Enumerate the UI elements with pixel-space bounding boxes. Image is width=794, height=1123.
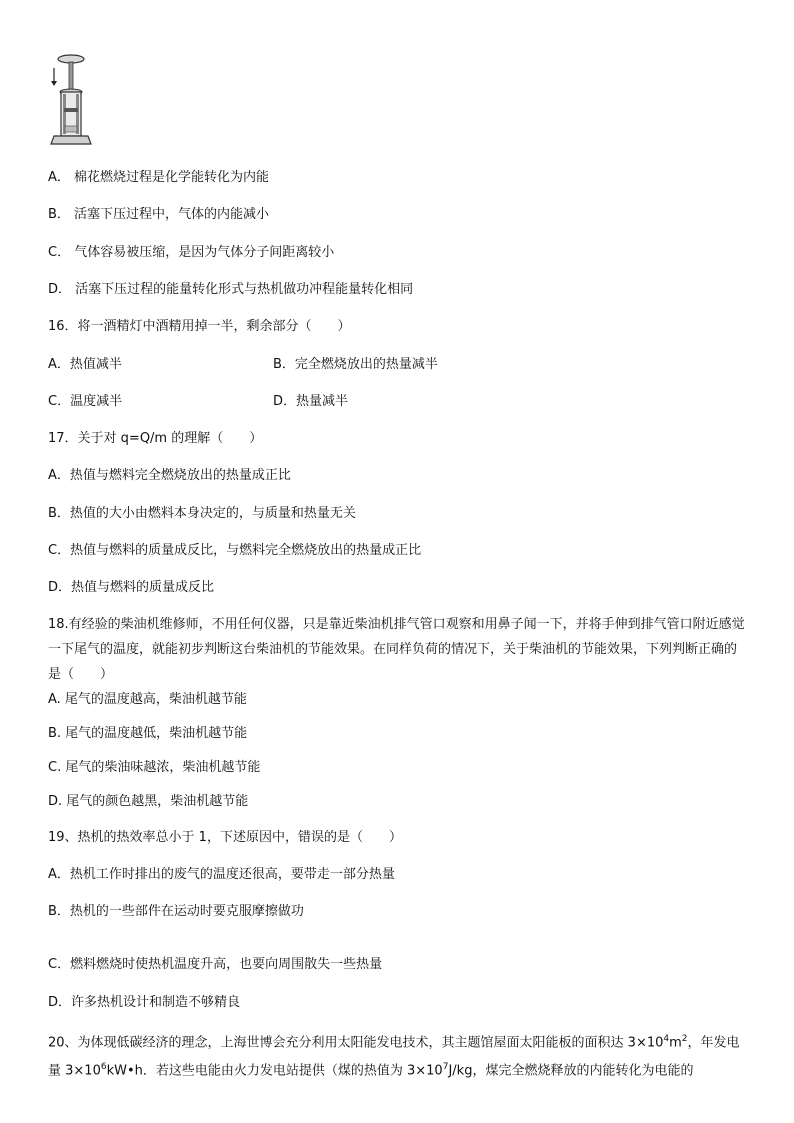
q18-option-a: A. 尾气的温度越高，柴油机越节能 [48,692,247,707]
q17-option-a: A．热值与燃料完全燃烧放出的热量成正比 [48,468,291,483]
q17-option-d: D．热值与燃料的质量成反比 [48,580,215,595]
q18-option-d: D. 尾气的颜色越黑，柴油机越节能 [48,794,249,809]
q17-stem: 17．关于对 q=Q/m 的理解（ ） [48,431,263,446]
q15-option-c: C． 气体容易被压缩，是因为气体分子间距离较小 [48,245,335,260]
q18-option-b: B. 尾气的温度越低，柴油机越节能 [48,726,248,741]
fire-syringe-icon [44,50,94,150]
apparatus-figure [44,50,94,150]
q20-text-2: m [669,1035,682,1051]
q20-text-3: ，年发电量 3×10 [48,1035,740,1079]
q19-stem: 19、热机的热效率总小于 1，下述原因中，错误的是（ ） [48,830,402,845]
q19-option-d: D．许多热机设计和制造不够精良 [48,995,241,1010]
q20-sup-1: 4 [663,1034,670,1044]
q20-sup-4: 7 [442,1062,449,1073]
q16-option-d: D．热量减半 [273,394,349,409]
q19-option-b: B．热机的一些部件在运动时要克服摩擦做功 [48,904,304,919]
q18-option-c: C. 尾气的柴油味越浓，柴油机越节能 [48,760,261,775]
q16-stem: 16．将一酒精灯中酒精用掉一半，剩余部分（ ） [48,319,351,334]
q15-option-a: A． 棉花燃烧过程是化学能转化为内能 [48,170,270,185]
q17-option-b: B．热值的大小由燃料本身决定的，与质量和热量无关 [48,506,356,521]
q16-option-b: B．完全燃烧放出的热量减半 [273,357,438,372]
q20-text-5: J/kg，煤完全燃烧释放的内能转化为电能的 [448,1063,694,1079]
q20-text-1: 20、为体现低碳经济的理念，上海世博会充分利用太阳能发电技术，其主题馆屋面太阳能板的面积达 3×10 [48,1035,664,1051]
q18-stem: 18.有经验的柴油机维修师，不用任何仪器，只是靠近柴油机排气管口观察和用鼻子闻一下，并将手伸到排气管口附近感觉一下尾气的温度，就能初步判断这台柴油机的节能效果。在同样负荷的情况下，关于柴油机的节能效果，下列判断正确的是（ ） [48,617,745,682]
q15-option-b: B． 活塞下压过程中，气体的内能减小 [48,207,270,222]
q20-sup-3: 6 [100,1062,107,1073]
q17-option-c: C．热值与燃料的质量成反比，与燃料完全燃烧放出的热量成正比 [48,543,422,558]
q19-option-a: A．热机工作时排出的废气的温度还很高，要带走一部分热量 [48,867,395,882]
q19-option-c: C．燃料燃烧时使热机温度升高，也要向周围散失一些热量 [48,957,383,972]
q16-option-c: C．温度减半 [48,394,123,409]
q20-sup-2: 2 [681,1034,688,1044]
q20-stem [48,1027,748,1084]
q16-option-a: A．热值减半 [48,357,122,372]
q20-text-4: kW•h．若这些电能由火力发电站提供（煤的热值为 3×10 [106,1063,443,1079]
q15-option-d: D． 活塞下压过程的能量转化形式与热机做功冲程能量转化相同 [48,282,414,297]
